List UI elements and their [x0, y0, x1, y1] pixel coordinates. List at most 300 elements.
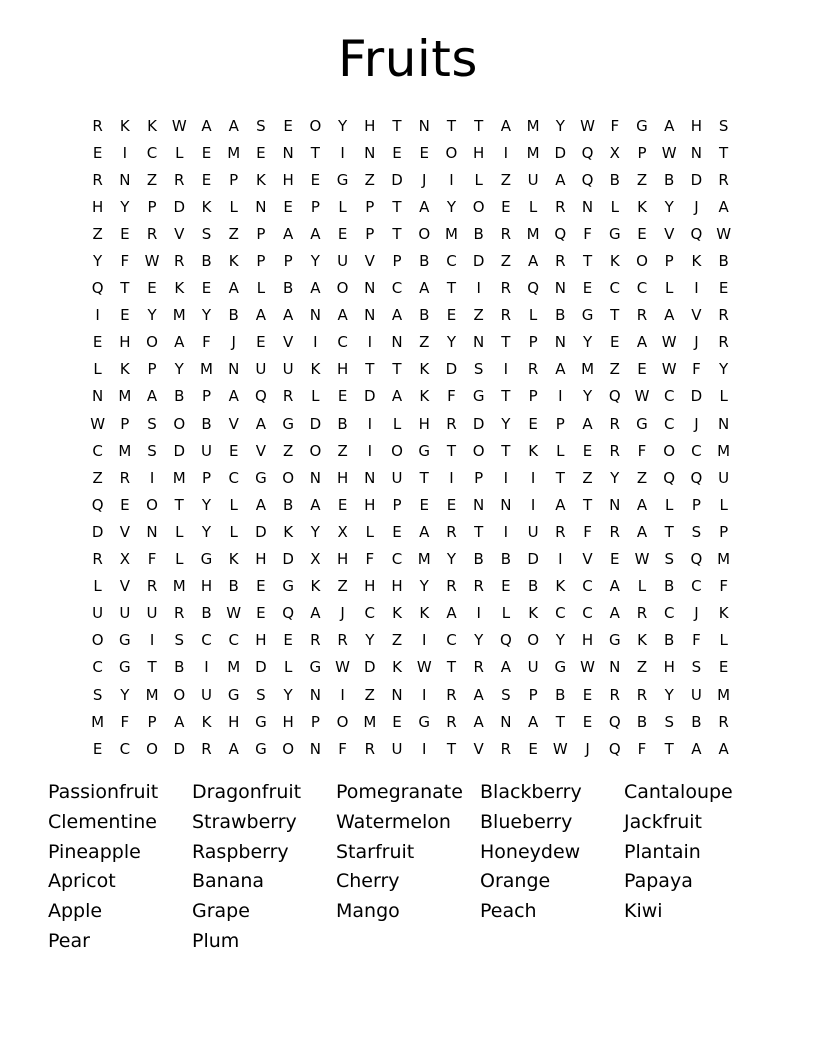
grid-letter[interactable]: D: [173, 739, 186, 758]
grid-letter[interactable]: Y: [474, 631, 484, 650]
grid-letter[interactable]: N: [255, 197, 267, 216]
grid-letter[interactable]: Y: [337, 116, 348, 135]
grid-letter[interactable]: X: [119, 550, 130, 569]
grid-letter[interactable]: R: [473, 577, 484, 596]
grid-letter[interactable]: R: [174, 604, 185, 623]
grid-letter[interactable]: V: [582, 550, 593, 569]
grid-letter[interactable]: L: [637, 577, 647, 596]
grid-letter[interactable]: N: [554, 279, 566, 298]
grid-letter[interactable]: L: [283, 658, 293, 677]
grid-letter[interactable]: L: [719, 631, 728, 650]
grid-letter[interactable]: W: [226, 604, 242, 623]
grid-letter[interactable]: P: [365, 197, 375, 216]
grid-letter[interactable]: E: [310, 170, 321, 189]
grid-letter[interactable]: R: [174, 170, 185, 189]
grid-letter[interactable]: K: [310, 577, 321, 596]
grid-letter[interactable]: E: [256, 143, 266, 162]
grid-letter[interactable]: A: [255, 306, 267, 325]
grid-letter[interactable]: T: [664, 522, 674, 541]
grid-letter[interactable]: T: [365, 360, 375, 379]
grid-letter[interactable]: P: [528, 333, 538, 352]
grid-letter[interactable]: U: [282, 360, 294, 379]
grid-letter[interactable]: Y: [719, 360, 729, 379]
grid-letter[interactable]: S: [256, 116, 266, 135]
grid-letter[interactable]: T: [501, 441, 511, 460]
grid-letter[interactable]: Y: [201, 522, 212, 541]
grid-letter[interactable]: F: [120, 712, 130, 731]
grid-letter[interactable]: I: [422, 685, 427, 704]
grid-letter[interactable]: T: [582, 252, 593, 271]
grid-letter[interactable]: N: [309, 739, 321, 758]
grid-letter[interactable]: T: [501, 333, 511, 352]
grid-letter[interactable]: I: [558, 550, 563, 569]
grid-letter[interactable]: R: [446, 522, 457, 541]
grid-letter[interactable]: K: [256, 170, 266, 189]
grid-letter[interactable]: X: [337, 522, 348, 541]
grid-letter[interactable]: G: [636, 414, 648, 433]
grid-letter[interactable]: F: [365, 550, 375, 569]
grid-letter[interactable]: H: [119, 333, 131, 352]
grid-letter[interactable]: M: [526, 116, 540, 135]
grid-letter[interactable]: N: [364, 143, 376, 162]
grid-letter[interactable]: L: [175, 522, 184, 541]
grid-letter[interactable]: R: [636, 306, 648, 325]
grid-letter[interactable]: E: [256, 333, 266, 352]
grid-letter[interactable]: R: [718, 170, 729, 189]
grid-letter[interactable]: C: [228, 468, 239, 487]
grid-letter[interactable]: K: [528, 604, 539, 623]
grid-letter[interactable]: P: [201, 387, 211, 406]
grid-letter[interactable]: C: [446, 252, 457, 271]
grid-letter[interactable]: T: [474, 522, 484, 541]
grid-letter[interactable]: S: [664, 712, 674, 731]
grid-letter[interactable]: R: [718, 712, 729, 731]
grid-letter[interactable]: D: [364, 387, 376, 406]
grid-letter[interactable]: G: [255, 739, 267, 758]
grid-letter[interactable]: K: [419, 360, 430, 379]
grid-letter[interactable]: T: [419, 468, 429, 487]
grid-letter[interactable]: A: [228, 279, 239, 298]
grid-letter[interactable]: L: [474, 170, 483, 189]
grid-letter[interactable]: M: [581, 360, 595, 379]
grid-letter[interactable]: O: [636, 252, 648, 271]
grid-letter[interactable]: I: [503, 143, 509, 162]
grid-letter[interactable]: A: [310, 495, 321, 514]
grid-letter[interactable]: I: [449, 170, 454, 189]
grid-letter[interactable]: F: [610, 116, 620, 135]
grid-letter[interactable]: D: [472, 414, 485, 433]
grid-letter[interactable]: T: [392, 360, 402, 379]
grid-letter[interactable]: T: [446, 739, 457, 758]
grid-letter[interactable]: A: [201, 116, 212, 135]
grid-letter[interactable]: A: [255, 495, 267, 514]
grid-letter[interactable]: W: [716, 224, 732, 243]
grid-letter[interactable]: A: [473, 685, 484, 704]
grid-letter[interactable]: T: [501, 387, 511, 406]
grid-letter[interactable]: H: [282, 170, 294, 189]
grid-letter[interactable]: I: [422, 739, 427, 758]
grid-letter[interactable]: Y: [174, 360, 184, 379]
grid-letter[interactable]: R: [555, 197, 566, 216]
grid-letter[interactable]: Z: [364, 685, 375, 704]
grid-letter[interactable]: K: [691, 252, 702, 271]
grid-letter[interactable]: A: [146, 387, 158, 406]
grid-letter[interactable]: U: [337, 252, 349, 271]
grid-letter[interactable]: I: [422, 631, 427, 650]
grid-letter[interactable]: N: [609, 658, 621, 677]
grid-letter[interactable]: U: [690, 685, 702, 704]
grid-letter[interactable]: G: [119, 631, 131, 650]
grid-letter[interactable]: E: [392, 143, 402, 162]
grid-letter[interactable]: Z: [337, 577, 348, 596]
grid-letter[interactable]: P: [528, 685, 538, 704]
grid-letter[interactable]: A: [446, 604, 457, 623]
grid-letter[interactable]: U: [391, 468, 403, 487]
grid-letter[interactable]: Z: [337, 441, 348, 460]
grid-letter[interactable]: T: [392, 224, 402, 243]
grid-letter[interactable]: T: [446, 116, 457, 135]
grid-letter[interactable]: I: [149, 631, 155, 650]
grid-letter[interactable]: B: [664, 170, 675, 189]
grid-letter[interactable]: A: [664, 116, 675, 135]
grid-letter[interactable]: A: [609, 577, 620, 596]
grid-letter[interactable]: Y: [310, 522, 320, 541]
grid-letter[interactable]: R: [500, 306, 512, 325]
grid-letter[interactable]: K: [609, 252, 620, 271]
grid-letter[interactable]: Y: [120, 197, 130, 216]
grid-letter[interactable]: I: [558, 387, 563, 406]
grid-letter[interactable]: T: [392, 197, 402, 216]
grid-letter[interactable]: P: [229, 170, 239, 189]
grid-letter[interactable]: Y: [120, 685, 130, 704]
grid-letter[interactable]: F: [147, 550, 157, 569]
grid-letter[interactable]: G: [608, 224, 621, 243]
grid-letter[interactable]: B: [555, 685, 566, 704]
grid-letter[interactable]: D: [527, 550, 539, 569]
grid-letter[interactable]: E: [582, 712, 593, 731]
grid-letter[interactable]: C: [92, 441, 103, 460]
grid-letter[interactable]: C: [337, 333, 348, 352]
grid-letter[interactable]: V: [364, 252, 375, 271]
grid-letter[interactable]: E: [718, 658, 729, 677]
grid-letter[interactable]: P: [147, 197, 157, 216]
grid-letter[interactable]: P: [120, 414, 130, 433]
grid-letter[interactable]: E: [637, 224, 647, 243]
grid-letter[interactable]: Z: [582, 468, 593, 487]
grid-letter[interactable]: B: [419, 252, 430, 271]
grid-letter[interactable]: M: [717, 441, 731, 460]
grid-letter[interactable]: K: [174, 279, 185, 298]
grid-letter[interactable]: R: [718, 333, 729, 352]
grid-letter[interactable]: H: [364, 495, 376, 514]
grid-letter[interactable]: M: [91, 712, 105, 731]
grid-letter[interactable]: R: [718, 306, 729, 325]
grid-letter[interactable]: K: [718, 604, 729, 623]
grid-letter[interactable]: U: [527, 658, 539, 677]
grid-letter[interactable]: B: [282, 495, 294, 514]
grid-letter[interactable]: P: [392, 252, 402, 271]
grid-letter[interactable]: A: [555, 360, 566, 379]
grid-letter[interactable]: Y: [147, 306, 157, 325]
grid-letter[interactable]: W: [661, 143, 677, 162]
grid-letter[interactable]: K: [119, 360, 130, 379]
grid-letter[interactable]: A: [310, 279, 321, 298]
grid-letter[interactable]: H: [391, 577, 403, 596]
grid-letter[interactable]: I: [313, 333, 318, 352]
grid-letter[interactable]: U: [255, 360, 267, 379]
grid-letter[interactable]: Q: [690, 468, 703, 487]
grid-letter[interactable]: Y: [664, 685, 674, 704]
grid-letter[interactable]: R: [446, 712, 457, 731]
grid-letter[interactable]: W: [580, 116, 595, 135]
grid-letter[interactable]: B: [609, 170, 620, 189]
grid-letter[interactable]: Q: [91, 495, 104, 514]
grid-letter[interactable]: W: [552, 739, 568, 758]
grid-letter[interactable]: Q: [91, 279, 104, 298]
grid-letter[interactable]: R: [201, 739, 212, 758]
grid-letter[interactable]: U: [527, 170, 539, 189]
grid-letter[interactable]: P: [256, 224, 266, 243]
grid-letter[interactable]: W: [90, 414, 106, 433]
grid-letter[interactable]: O: [91, 631, 104, 650]
grid-letter[interactable]: G: [608, 631, 621, 650]
grid-letter[interactable]: H: [418, 414, 430, 433]
grid-letter[interactable]: L: [93, 577, 102, 596]
grid-letter[interactable]: U: [391, 739, 403, 758]
grid-letter[interactable]: V: [691, 306, 702, 325]
grid-letter[interactable]: L: [229, 495, 238, 514]
grid-letter[interactable]: J: [694, 604, 699, 623]
grid-letter[interactable]: P: [310, 712, 320, 731]
grid-letter[interactable]: K: [201, 712, 212, 731]
grid-letter[interactable]: T: [664, 739, 674, 758]
grid-letter[interactable]: L: [665, 279, 674, 298]
grid-letter[interactable]: M: [363, 712, 377, 731]
grid-letter[interactable]: Y: [501, 414, 511, 433]
grid-letter[interactable]: A: [636, 522, 648, 541]
grid-letter[interactable]: H: [690, 116, 703, 135]
grid-letter[interactable]: Y: [201, 306, 212, 325]
grid-letter[interactable]: K: [310, 360, 321, 379]
grid-letter[interactable]: N: [554, 333, 566, 352]
grid-letter[interactable]: M: [172, 468, 186, 487]
grid-letter[interactable]: O: [445, 143, 458, 162]
grid-letter[interactable]: R: [174, 252, 185, 271]
grid-letter[interactable]: Q: [527, 279, 540, 298]
grid-letter[interactable]: A: [718, 739, 729, 758]
grid-letter[interactable]: L: [610, 197, 619, 216]
grid-letter[interactable]: P: [719, 522, 729, 541]
grid-letter[interactable]: H: [91, 197, 104, 216]
grid-letter[interactable]: N: [364, 306, 376, 325]
grid-letter[interactable]: G: [581, 306, 594, 325]
grid-letter[interactable]: R: [446, 577, 457, 596]
grid-letter[interactable]: C: [582, 577, 593, 596]
grid-letter[interactable]: R: [92, 550, 103, 569]
grid-letter[interactable]: O: [472, 197, 485, 216]
grid-letter[interactable]: I: [149, 468, 155, 487]
grid-letter[interactable]: E: [582, 279, 593, 298]
grid-letter[interactable]: N: [282, 143, 294, 162]
grid-letter[interactable]: Y: [582, 333, 593, 352]
grid-letter[interactable]: G: [554, 658, 567, 677]
grid-letter[interactable]: C: [228, 631, 239, 650]
grid-letter[interactable]: G: [282, 414, 294, 433]
grid-letter[interactable]: D: [173, 441, 186, 460]
grid-letter[interactable]: H: [336, 550, 349, 569]
grid-letter[interactable]: O: [336, 279, 349, 298]
grid-letter[interactable]: C: [582, 604, 593, 623]
grid-letter[interactable]: U: [92, 604, 104, 623]
grid-letter[interactable]: B: [419, 306, 430, 325]
grid-letter[interactable]: I: [694, 279, 699, 298]
grid-letter[interactable]: Z: [636, 658, 648, 677]
grid-letter[interactable]: Z: [500, 252, 512, 271]
grid-letter[interactable]: B: [282, 279, 294, 298]
grid-letter[interactable]: H: [255, 631, 267, 650]
grid-letter[interactable]: W: [580, 658, 595, 677]
grid-letter[interactable]: K: [528, 441, 539, 460]
grid-letter[interactable]: T: [555, 468, 565, 487]
grid-letter[interactable]: I: [503, 522, 509, 541]
grid-letter[interactable]: M: [526, 224, 540, 243]
grid-letter[interactable]: E: [120, 495, 130, 514]
grid-letter[interactable]: U: [200, 441, 212, 460]
grid-letter[interactable]: C: [555, 604, 566, 623]
grid-letter[interactable]: L: [719, 495, 728, 514]
grid-letter[interactable]: G: [200, 550, 213, 569]
grid-letter[interactable]: A: [337, 306, 348, 325]
grid-letter[interactable]: A: [636, 495, 648, 514]
grid-letter[interactable]: G: [119, 658, 131, 677]
grid-letter[interactable]: H: [364, 577, 376, 596]
grid-letter[interactable]: A: [664, 306, 675, 325]
grid-letter[interactable]: B: [228, 577, 239, 596]
grid-letter[interactable]: A: [718, 197, 729, 216]
grid-letter[interactable]: E: [201, 143, 212, 162]
grid-letter[interactable]: P: [691, 495, 701, 514]
grid-letter[interactable]: C: [609, 279, 620, 298]
grid-letter[interactable]: E: [283, 197, 293, 216]
grid-letter[interactable]: N: [500, 712, 512, 731]
grid-letter[interactable]: D: [282, 550, 294, 569]
grid-letter[interactable]: N: [581, 197, 594, 216]
grid-letter[interactable]: K: [201, 197, 212, 216]
grid-letter[interactable]: O: [173, 685, 186, 704]
grid-letter[interactable]: K: [283, 522, 294, 541]
grid-letter[interactable]: A: [555, 495, 566, 514]
grid-letter[interactable]: L: [256, 279, 266, 298]
grid-letter[interactable]: P: [664, 252, 674, 271]
grid-letter[interactable]: T: [446, 658, 457, 677]
grid-letter[interactable]: R: [500, 739, 512, 758]
grid-letter[interactable]: D: [554, 143, 567, 162]
grid-letter[interactable]: U: [527, 522, 539, 541]
grid-letter[interactable]: B: [201, 252, 212, 271]
grid-letter[interactable]: I: [449, 468, 454, 487]
grid-letter[interactable]: F: [202, 333, 211, 352]
grid-letter[interactable]: E: [92, 143, 103, 162]
grid-letter[interactable]: G: [418, 441, 431, 460]
grid-letter[interactable]: I: [530, 468, 536, 487]
grid-letter[interactable]: Z: [92, 224, 103, 243]
grid-letter[interactable]: P: [555, 414, 565, 433]
grid-letter[interactable]: U: [146, 604, 158, 623]
grid-letter[interactable]: A: [419, 279, 430, 298]
grid-letter[interactable]: B: [691, 712, 702, 731]
grid-letter[interactable]: D: [391, 170, 403, 189]
grid-letter[interactable]: C: [364, 604, 376, 623]
grid-letter[interactable]: W: [634, 550, 650, 569]
grid-letter[interactable]: Z: [146, 170, 158, 189]
grid-letter[interactable]: D: [173, 197, 186, 216]
grid-letter[interactable]: I: [503, 360, 509, 379]
grid-letter[interactable]: C: [391, 550, 403, 569]
grid-letter[interactable]: K: [119, 116, 130, 135]
grid-letter[interactable]: H: [200, 577, 213, 596]
grid-letter[interactable]: Y: [283, 685, 293, 704]
grid-letter[interactable]: M: [526, 143, 540, 162]
grid-letter[interactable]: S: [147, 441, 157, 460]
grid-letter[interactable]: C: [691, 441, 702, 460]
grid-letter[interactable]: O: [282, 468, 295, 487]
grid-letter[interactable]: M: [227, 658, 241, 677]
grid-letter[interactable]: S: [691, 658, 702, 677]
grid-letter[interactable]: K: [555, 577, 566, 596]
grid-letter[interactable]: Q: [690, 224, 703, 243]
grid-letter[interactable]: A: [391, 306, 403, 325]
grid-letter[interactable]: R: [609, 522, 620, 541]
grid-letter[interactable]: Y: [610, 468, 620, 487]
grid-letter[interactable]: O: [336, 712, 349, 731]
grid-letter[interactable]: O: [146, 739, 158, 758]
grid-letter[interactable]: D: [255, 522, 267, 541]
grid-letter[interactable]: A: [310, 604, 321, 623]
grid-letter[interactable]: E: [147, 279, 157, 298]
grid-letter[interactable]: J: [340, 604, 345, 623]
grid-letter[interactable]: Z: [473, 306, 484, 325]
grid-letter[interactable]: W: [416, 658, 432, 677]
grid-letter[interactable]: R: [527, 360, 539, 379]
grid-letter[interactable]: R: [310, 631, 321, 650]
grid-letter[interactable]: X: [310, 550, 321, 569]
grid-letter[interactable]: A: [283, 224, 294, 243]
grid-letter[interactable]: K: [228, 550, 239, 569]
grid-letter[interactable]: E: [528, 414, 538, 433]
grid-letter[interactable]: R: [92, 116, 103, 135]
grid-letter[interactable]: B: [664, 631, 675, 650]
grid-letter[interactable]: V: [119, 522, 130, 541]
grid-letter[interactable]: C: [446, 631, 457, 650]
grid-letter[interactable]: N: [91, 387, 104, 406]
grid-letter[interactable]: K: [228, 252, 239, 271]
grid-letter[interactable]: F: [637, 441, 647, 460]
grid-letter[interactable]: O: [309, 116, 322, 135]
grid-letter[interactable]: F: [120, 252, 130, 271]
grid-letter[interactable]: A: [527, 252, 539, 271]
grid-letter[interactable]: G: [227, 685, 240, 704]
grid-letter[interactable]: F: [692, 631, 701, 650]
grid-letter[interactable]: L: [229, 522, 238, 541]
grid-letter[interactable]: W: [661, 360, 677, 379]
grid-letter[interactable]: E: [337, 387, 348, 406]
grid-letter[interactable]: J: [694, 414, 699, 433]
grid-letter[interactable]: A: [228, 739, 239, 758]
grid-letter[interactable]: T: [719, 143, 729, 162]
grid-letter[interactable]: A: [391, 387, 403, 406]
grid-letter[interactable]: O: [146, 495, 158, 514]
grid-letter[interactable]: A: [310, 224, 321, 243]
